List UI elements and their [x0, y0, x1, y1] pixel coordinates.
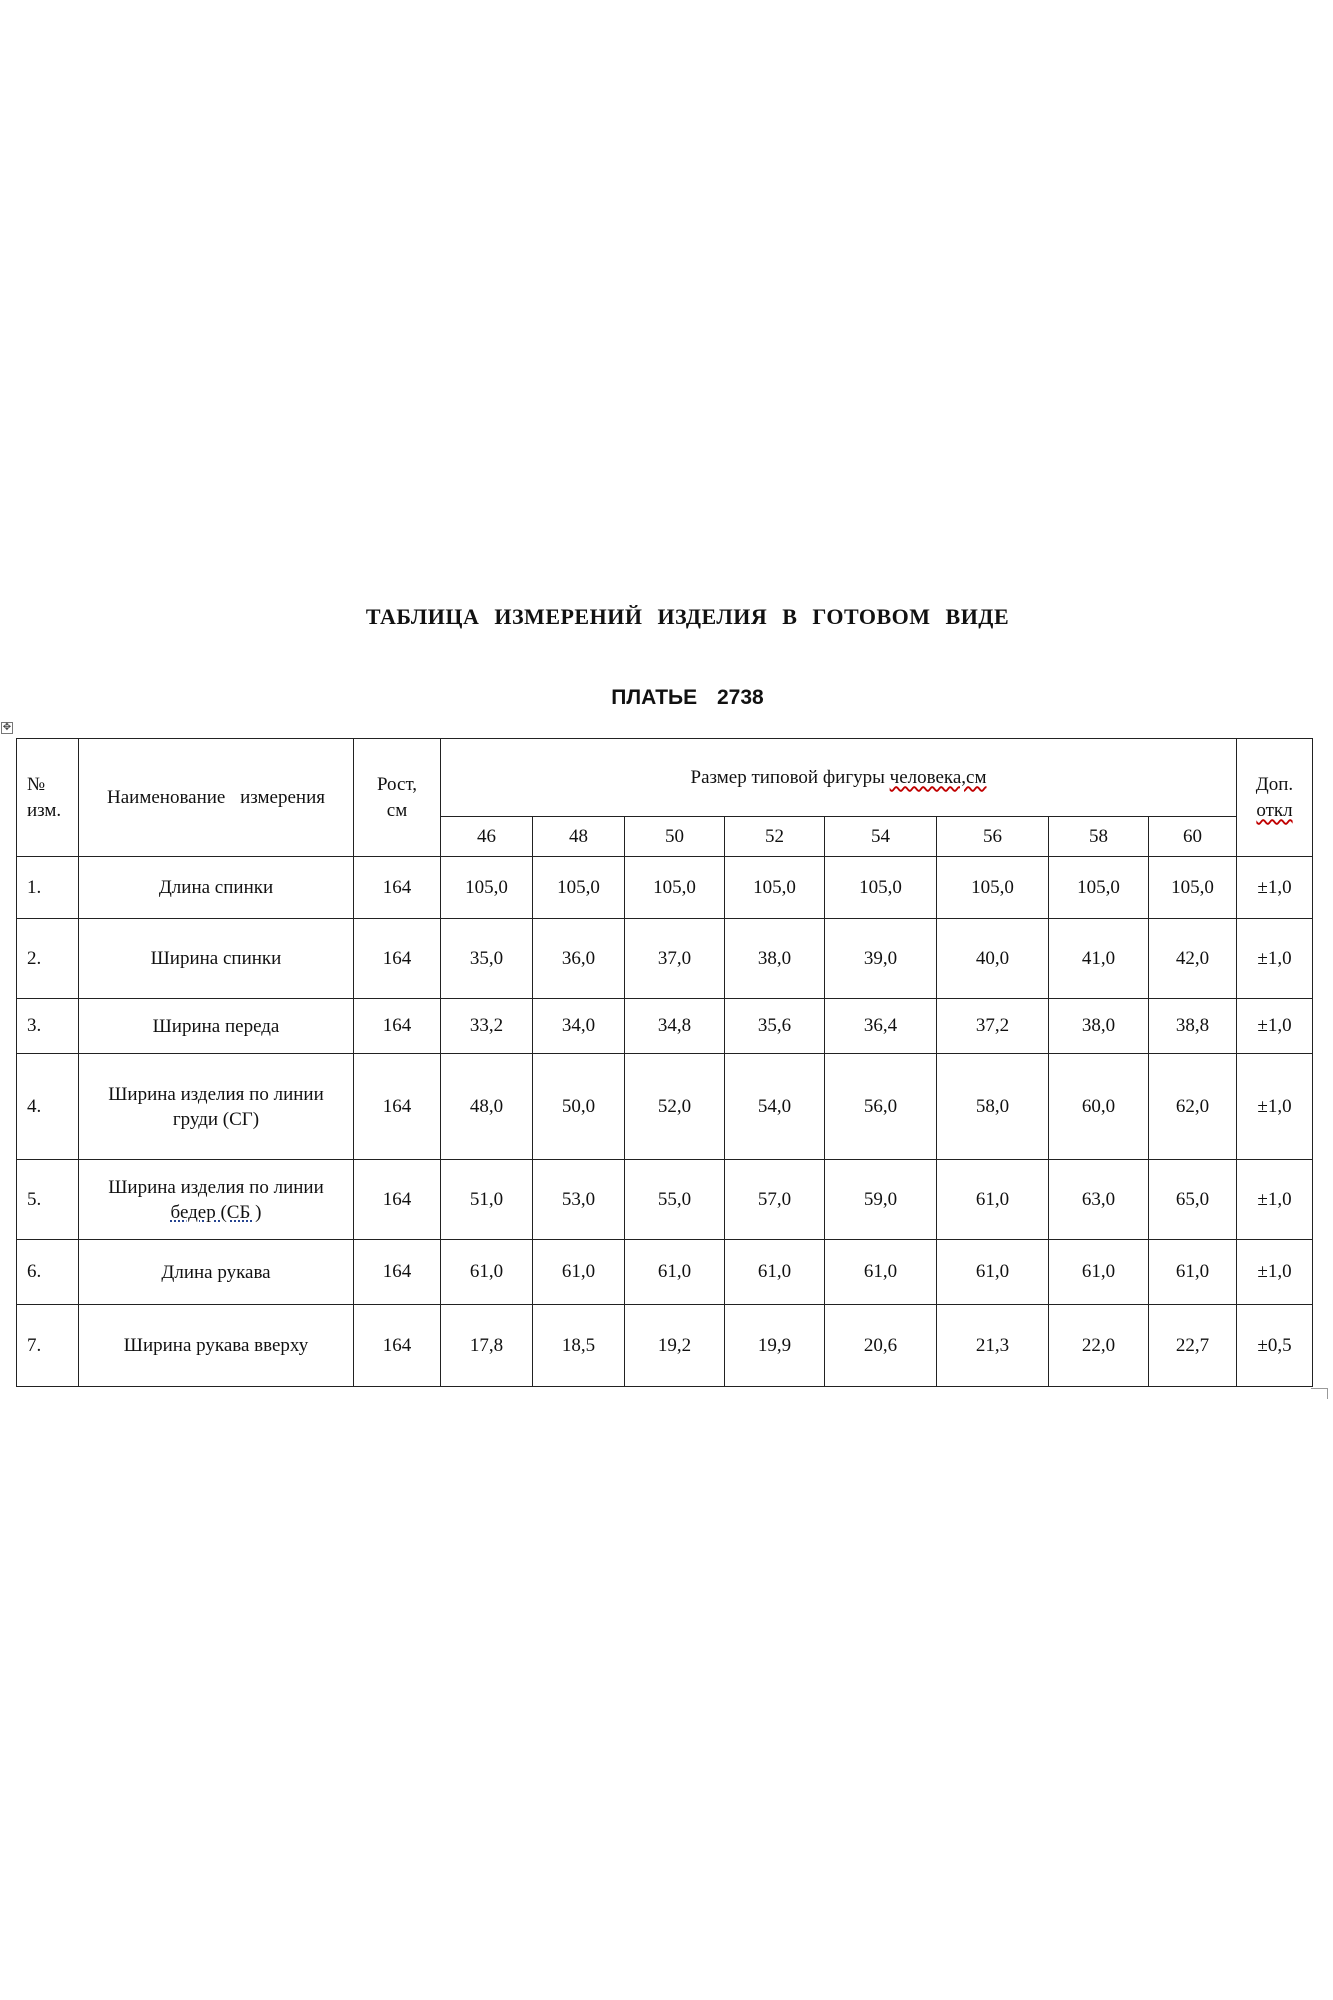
- row-number: 5.: [17, 1160, 79, 1240]
- size-value-cell: 63,0: [1049, 1160, 1149, 1240]
- measurement-name-line1: Ширина изделия по линии: [108, 1083, 324, 1105]
- size-value-cell: 105,0: [441, 857, 533, 919]
- size-value-cell: 19,9: [725, 1305, 825, 1387]
- size-value-cell: 41,0: [1049, 919, 1149, 999]
- size-value-cell: 105,0: [825, 857, 937, 919]
- size-value-cell: 38,0: [1049, 999, 1149, 1054]
- size-value-cell: 61,0: [825, 1240, 937, 1305]
- header-name: Наименование измерения: [79, 739, 354, 857]
- size-value-cell: 105,0: [937, 857, 1049, 919]
- page-corner-mark: [1311, 1388, 1328, 1399]
- measurement-name-line1: Ширина изделия по линии: [108, 1176, 324, 1198]
- measurement-name-line2: бедер (СБ ): [170, 1201, 262, 1223]
- table-row: [17, 1054, 1313, 1160]
- size-header-cell: 58: [1049, 817, 1149, 857]
- tolerance-value: ±0,5: [1237, 1305, 1313, 1387]
- size-value-cell: 61,0: [533, 1240, 625, 1305]
- size-header-cell: 52: [725, 817, 825, 857]
- size-value-cell: 22,0: [1049, 1305, 1149, 1387]
- size-value-cell: 33,2: [441, 999, 533, 1054]
- row-number: 4.: [17, 1054, 79, 1160]
- measurement-name: [79, 857, 354, 919]
- measurement-name: [79, 1305, 354, 1387]
- size-value-cell: 61,0: [937, 1240, 1049, 1305]
- size-header-cell: 56: [937, 817, 1049, 857]
- size-header-cell: 46: [441, 817, 533, 857]
- size-value-cell: 59,0: [825, 1160, 937, 1240]
- table-row: [17, 857, 1313, 919]
- row-number: 2.: [17, 919, 79, 999]
- measurement-name-line1: Ширина спинки: [150, 948, 282, 969]
- height-value: 164: [354, 999, 441, 1054]
- size-value-cell: 61,0: [1149, 1240, 1237, 1305]
- size-value-cell: 17,8: [441, 1305, 533, 1387]
- size-value-cell: 38,0: [725, 919, 825, 999]
- size-value-cell: 57,0: [725, 1160, 825, 1240]
- header-tolerance: Доп. откл: [1237, 739, 1313, 857]
- size-value-cell: 61,0: [725, 1240, 825, 1305]
- size-value-cell: 105,0: [533, 857, 625, 919]
- size-value-cell: 105,0: [725, 857, 825, 919]
- size-value-cell: 105,0: [625, 857, 725, 919]
- measurement-name: [79, 1054, 354, 1160]
- measurement-name: [79, 1160, 354, 1240]
- document-subtitle: ПЛАТЬЕ 2738: [611, 686, 764, 709]
- measurement-name-line1: Ширина переда: [152, 1015, 280, 1037]
- size-value-cell: 56,0: [825, 1054, 937, 1160]
- size-value-cell: 37,0: [625, 919, 725, 999]
- size-value-cell: 53,0: [533, 1160, 625, 1240]
- table-row: [17, 919, 1313, 999]
- size-value-cell: 36,4: [825, 999, 937, 1054]
- table-row: [17, 999, 1313, 1054]
- measurement-name-line2: груди (СГ): [172, 1108, 260, 1130]
- size-value-cell: 36,0: [533, 919, 625, 999]
- size-value-cell: 105,0: [1049, 857, 1149, 919]
- tolerance-value: ±1,0: [1237, 999, 1313, 1054]
- size-value-cell: 35,0: [441, 919, 533, 999]
- measurements-table: [16, 738, 1313, 1387]
- size-value-cell: 61,0: [441, 1240, 533, 1305]
- size-header-cell: 60: [1149, 817, 1237, 857]
- size-value-cell: 35,6: [725, 999, 825, 1054]
- height-value: 164: [354, 1240, 441, 1305]
- size-value-cell: 34,0: [533, 999, 625, 1054]
- header-number: № изм.: [17, 739, 79, 857]
- size-value-cell: 61,0: [1049, 1240, 1149, 1305]
- size-value-cell: 51,0: [441, 1160, 533, 1240]
- size-value-cell: 22,7: [1149, 1305, 1237, 1387]
- size-value-cell: 105,0: [1149, 857, 1237, 919]
- size-value-cell: 61,0: [937, 1160, 1049, 1240]
- measurement-name-line1: Ширина рукава вверху: [123, 1335, 309, 1356]
- header-height: Рост, см: [354, 739, 441, 857]
- size-header-cell: 48: [533, 817, 625, 857]
- measurement-name-line1: Длина спинки: [158, 877, 274, 898]
- table-move-handle-icon[interactable]: ✥: [2, 722, 12, 733]
- size-value-cell: 40,0: [937, 919, 1049, 999]
- size-value-cell: 21,3: [937, 1305, 1049, 1387]
- size-value-cell: 18,5: [533, 1305, 625, 1387]
- size-value-cell: 60,0: [1049, 1054, 1149, 1160]
- row-number: 1.: [17, 857, 79, 919]
- tolerance-value: ±1,0: [1237, 857, 1313, 919]
- table-row: [17, 1240, 1313, 1305]
- header-row: [17, 739, 1313, 817]
- size-header-cell: 50: [625, 817, 725, 857]
- size-value-cell: 48,0: [441, 1054, 533, 1160]
- size-value-cell: 34,8: [625, 999, 725, 1054]
- measurement-name-line1: Длина рукава: [161, 1261, 271, 1283]
- size-value-cell: 62,0: [1149, 1054, 1237, 1160]
- height-value: 164: [354, 1305, 441, 1387]
- size-value-cell: 38,8: [1149, 999, 1237, 1054]
- height-value: 164: [354, 1054, 441, 1160]
- measurement-name: [79, 1240, 354, 1305]
- size-value-cell: 37,2: [937, 999, 1049, 1054]
- size-value-cell: 20,6: [825, 1305, 937, 1387]
- size-value-cell: 42,0: [1149, 919, 1237, 999]
- table-row: [17, 1160, 1313, 1240]
- measurement-name: [79, 919, 354, 999]
- size-value-cell: 55,0: [625, 1160, 725, 1240]
- tolerance-value: ±1,0: [1237, 1054, 1313, 1160]
- header-size-group: Размер типовой фигуры человека,см: [441, 739, 1237, 817]
- row-number: 6.: [17, 1240, 79, 1305]
- size-value-cell: 58,0: [937, 1054, 1049, 1160]
- height-value: 164: [354, 919, 441, 999]
- size-value-cell: 65,0: [1149, 1160, 1237, 1240]
- size-value-cell: 61,0: [625, 1240, 725, 1305]
- size-value-cell: 50,0: [533, 1054, 625, 1160]
- size-header-cell: 54: [825, 817, 937, 857]
- size-value-cell: 54,0: [725, 1054, 825, 1160]
- table-row: [17, 1305, 1313, 1387]
- size-value-cell: 52,0: [625, 1054, 725, 1160]
- row-number: 3.: [17, 999, 79, 1054]
- height-value: 164: [354, 1160, 441, 1240]
- size-value-cell: 39,0: [825, 919, 937, 999]
- tolerance-value: ±1,0: [1237, 1240, 1313, 1305]
- height-value: 164: [354, 857, 441, 919]
- row-number: 7.: [17, 1305, 79, 1387]
- size-value-cell: 19,2: [625, 1305, 725, 1387]
- measurement-name: [79, 999, 354, 1054]
- document-title: ТАБЛИЦА ИЗМЕРЕНИЙ ИЗДЕЛИЯ В ГОТОВОМ ВИДЕ: [365, 604, 1010, 629]
- tolerance-value: ±1,0: [1237, 919, 1313, 999]
- tolerance-value: ±1,0: [1237, 1160, 1313, 1240]
